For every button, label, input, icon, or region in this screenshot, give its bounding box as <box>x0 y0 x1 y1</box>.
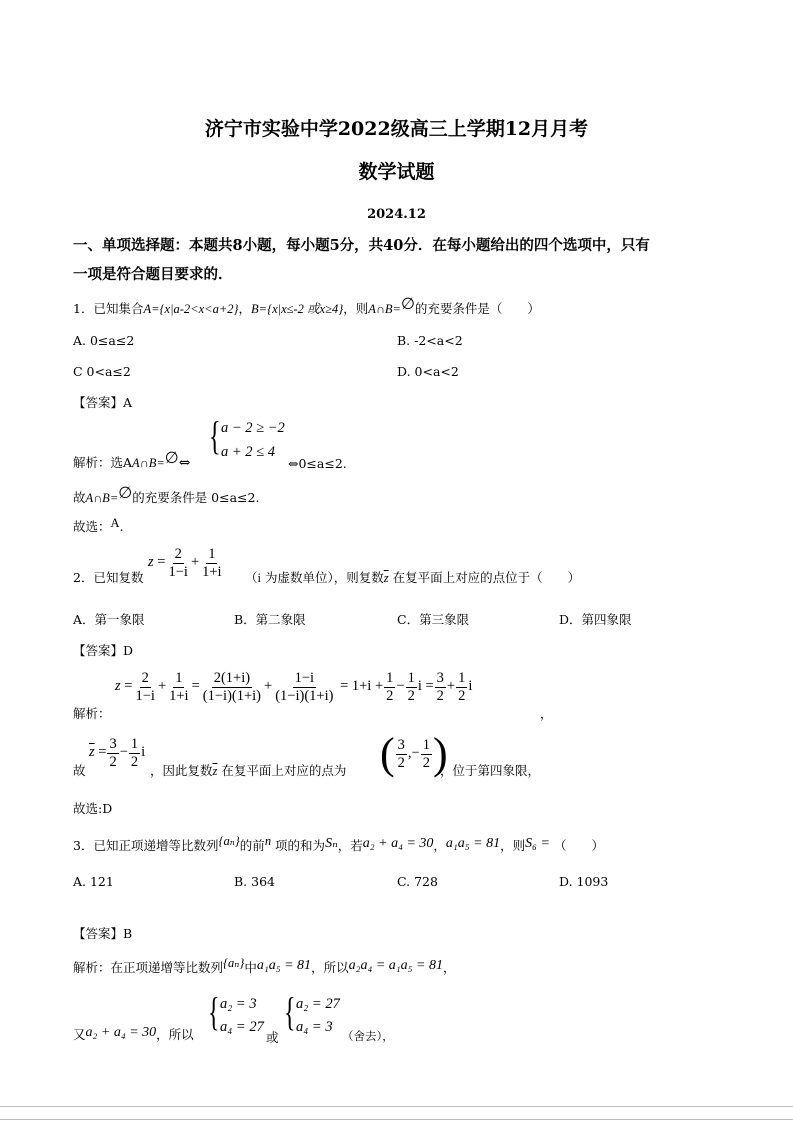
q2-analysis-label: 解析： <box>73 706 111 721</box>
q2-eq: = <box>157 554 166 571</box>
q2-point-post: ，位于第四象限， <box>440 763 541 778</box>
q2-z: z <box>148 554 154 571</box>
q2-conclusion: 故选:D <box>73 801 113 816</box>
q3-option-c: C. 728 <box>397 874 438 889</box>
q1-option-d: D. 0<a<2 <box>397 364 459 379</box>
q1-analysis-pre: 选A <box>110 455 133 470</box>
q1-analysis-result: ⇔0≤a≤2. <box>288 456 347 471</box>
exam-date: 2024.12 <box>367 207 426 222</box>
exam-title: 济宁市实验中学2022级高三上学期12月月考 <box>204 118 589 140</box>
q1-conclusion <box>73 516 124 535</box>
q1-line2-post: 的充要条件是 0≤a≤2. <box>132 490 260 505</box>
q1-period: . <box>119 519 124 534</box>
q2-analysis-formula: z = $\frac{2}{1-i}$ + $\frac{1}{1+i}$ = $\frac{2(1+i)}{(1-i)(1+i)}$ + $\frac{1-i}{(1-i)(1+i)}$ = 1+i + $\frac{1}{2}$ − $\frac{1}{2}$ i = $\frac{3}{2}$ + $\frac{1}{2}$ i <box>115 670 473 704</box>
q3-option-a: A. 121 <box>73 874 114 889</box>
q3-system-a-eq1: a₂ = 3 <box>220 996 257 1012</box>
q1-suffix: 的充要条件是（ ） <box>414 301 540 316</box>
q1-line2-cond: A∩B= <box>85 491 119 505</box>
empty-set-icon: ∅ <box>118 483 133 502</box>
page-bottom-divider <box>0 1106 793 1107</box>
q2-stem-rest: （i 为虚数单位），则复数$\overline{z}$ 在复平面上对应的点位于（ ） <box>245 570 581 585</box>
q3-stem: 3．已知正项递增等比数列{aₙ}的前n 项的和为Sₙ，若a₂ + a₄ = 30，a₁a₅ = 81，则S₆ = （ ） <box>73 834 604 853</box>
q2-option-a: A．第一象限 <box>73 612 145 627</box>
q3-discard: （舍去）， <box>342 1029 394 1043</box>
q1-system-eq2: a + 2 ≤ 4 <box>221 444 275 460</box>
q1-analysis-cond: A∩B= <box>132 456 165 470</box>
q2-zbar: $\overline{z}$ <box>383 571 389 585</box>
q3-system-a-brace: { <box>208 989 220 1034</box>
q2-zbar-formula: $\overline{z}$ = $\frac{3}{2}$ − $\frac{1}{2}$ i <box>89 736 146 770</box>
q3-seq: {aₙ} <box>218 834 240 848</box>
q3-analysis-line2: 又a₂ + a₄ = 30，所以 <box>73 1025 194 1042</box>
q1-system-brace: { <box>209 413 221 458</box>
q2-option-c: C．第三象限 <box>397 612 470 627</box>
q3-system-b-eq2: a₄ = 3 <box>296 1019 333 1035</box>
q1-line2-pre: 故 <box>73 490 86 505</box>
q2-analysis-comma: ， <box>540 706 553 721</box>
section-header-line2: 一项是符合题目要求的． <box>73 266 233 283</box>
q3-option-b: B. 364 <box>234 874 275 889</box>
q2-option-b: B．第二象限 <box>234 612 306 627</box>
q2-answer-value: D <box>123 643 134 658</box>
q1-answer-value: A <box>123 395 133 410</box>
empty-set-icon: ∅ <box>400 294 415 313</box>
analysis-label: 解析： <box>73 455 111 470</box>
q1-sep: ， <box>238 301 252 316</box>
q1-analysis-line1 <box>73 448 191 472</box>
q3-system-b-brace: { <box>284 989 296 1034</box>
q2-note: 为虚数单位），则复数 <box>264 570 384 585</box>
q2-formula <box>148 546 225 580</box>
q1-cond: A∩B= <box>368 302 401 316</box>
q1-analysis-line2 <box>73 483 260 506</box>
q3-system-a-eq2: a₄ = 27 <box>220 1019 264 1035</box>
q1-set-b: B={x|x≤-2 或x≥4} <box>251 302 344 316</box>
page-bottom-divider-2 <box>0 1119 793 1120</box>
q1-answer <box>73 395 132 410</box>
empty-set-icon: ∅ <box>164 448 179 467</box>
iff-icon: ⇔ <box>178 455 191 471</box>
q1-stem <box>73 294 540 317</box>
q3-answer: 【答案】B <box>73 926 133 941</box>
q2-answer: 【答案】D <box>73 643 134 658</box>
q3-or: 或 <box>266 1030 279 1045</box>
q1-conclusion-value: A <box>110 516 120 530</box>
q1-prefix: 1．已知集合 <box>73 301 144 316</box>
q2-option-d: D．第四象限 <box>559 612 632 627</box>
q3-option-d: D. 1093 <box>559 874 609 889</box>
q2-zbar-because: ，因此复数$\overline{z}$ 在复平面上对应的点为 <box>150 763 347 778</box>
q2-suffix: 在复平面上对应的点位于（ ） <box>392 570 581 585</box>
q2-stem-prefix: 2．已知复数 <box>73 570 144 585</box>
q1-option-b: B. -2<a<2 <box>397 333 463 348</box>
q1-set-a: A={x|a-2<x<a+2} <box>143 302 239 316</box>
q3-system-b-eq1: a₂ = 27 <box>296 996 340 1012</box>
q2-plus: + <box>190 554 200 571</box>
q2-frac2: $\frac{1}{1+i}$ <box>202 546 222 580</box>
q1-system-eq1: a − 2 ≥ −2 <box>221 420 285 436</box>
q1-option-c: C 0<a≤2 <box>73 364 131 379</box>
q1-conclusion-label: 故选： <box>73 519 111 534</box>
exam-subject: 数学试题 <box>358 161 435 183</box>
q1-option-a: A. 0≤a≤2 <box>73 333 135 348</box>
section-header-line1: 一、单项选择题：本题共8小题，每小题5分，共40分．在每小题给出的四个选项中，只有 <box>73 237 650 254</box>
q3-answer-value: B <box>123 926 133 941</box>
q2-frac1: $\frac{2}{1-i}$ <box>168 546 188 580</box>
q2-point: ( 3 2 , − $\frac{1}{2}$ ) <box>380 729 448 778</box>
answer-label: 【答案】 <box>73 395 124 410</box>
q2-i: i <box>257 571 261 585</box>
q3-analysis-line1: 解析：在正项递增等比数列{aₙ}中a₁a₅ = 81，所以a₂a₄ = a₁a₅ = 81， <box>73 956 456 975</box>
q1-mid: ，则 <box>343 301 369 316</box>
q2-zbar-pre: 故 <box>73 763 86 778</box>
